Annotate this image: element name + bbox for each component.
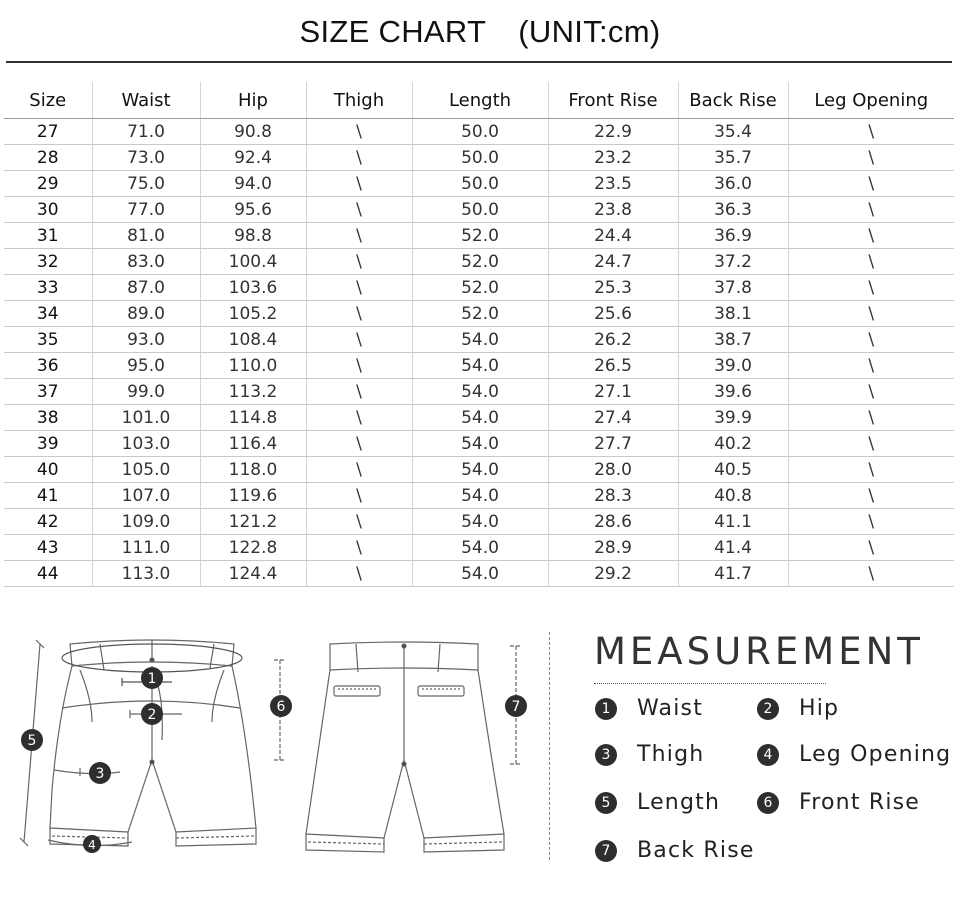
table-row [4, 457, 954, 483]
column-header: Thigh [306, 82, 412, 119]
table-cell: 26.5 [548, 353, 678, 379]
column-header: Hip [200, 82, 306, 119]
column-header: Size [4, 82, 92, 119]
size-cell: 34 [4, 301, 92, 327]
size-cell: 27 [4, 119, 92, 145]
table-cell: \ [788, 171, 954, 197]
table-row [4, 353, 954, 379]
table-cell: 25.6 [548, 301, 678, 327]
marker-1 [141, 667, 163, 689]
table-cell: 110.0 [200, 353, 306, 379]
title-unit: (UNIT:cm) [518, 14, 661, 49]
table-cell: 54.0 [412, 561, 548, 587]
table-cell: 36.0 [678, 171, 788, 197]
table-cell: 73.0 [92, 145, 200, 171]
legend-item-front-rise [757, 790, 920, 815]
table-cell: \ [788, 119, 954, 145]
table-cell: 89.0 [92, 301, 200, 327]
table-row [4, 197, 954, 223]
table-row [4, 119, 954, 145]
table-cell: 95.0 [92, 353, 200, 379]
table-cell: 40.2 [678, 431, 788, 457]
column-header: Back Rise [678, 82, 788, 119]
table-cell: 109.0 [92, 509, 200, 535]
table-cell: \ [306, 353, 412, 379]
table-cell: \ [306, 223, 412, 249]
table-body [4, 119, 954, 587]
table-cell: 50.0 [412, 197, 548, 223]
table-cell: 119.6 [200, 483, 306, 509]
table-cell: 83.0 [92, 249, 200, 275]
table-cell: 27.7 [548, 431, 678, 457]
table-cell: 27.1 [548, 379, 678, 405]
table-cell: 40.5 [678, 457, 788, 483]
page-title [0, 14, 960, 50]
table-cell: 29.2 [548, 561, 678, 587]
legend-number-badge: 6 [757, 792, 779, 814]
table-cell: 116.4 [200, 431, 306, 457]
legend-label: Back Rise [637, 838, 755, 863]
table-cell: 77.0 [92, 197, 200, 223]
table-cell: 40.8 [678, 483, 788, 509]
table-cell: \ [306, 145, 412, 171]
table-cell: \ [788, 561, 954, 587]
table-cell: 113.0 [92, 561, 200, 587]
table-cell: 35.7 [678, 145, 788, 171]
size-cell: 30 [4, 197, 92, 223]
table-cell: 54.0 [412, 457, 548, 483]
table-cell: 54.0 [412, 405, 548, 431]
size-cell: 39 [4, 431, 92, 457]
measurement-rule [594, 683, 826, 684]
table-cell: 81.0 [92, 223, 200, 249]
table-row [4, 327, 954, 353]
table-cell: 107.0 [92, 483, 200, 509]
section-divider [549, 632, 550, 860]
table-cell: 54.0 [412, 353, 548, 379]
svg-text:5: 5 [27, 733, 37, 749]
table-cell: 35.4 [678, 119, 788, 145]
size-cell: 36 [4, 353, 92, 379]
size-cell: 41 [4, 483, 92, 509]
table-cell: 36.9 [678, 223, 788, 249]
table-cell: \ [306, 535, 412, 561]
size-cell: 32 [4, 249, 92, 275]
table-cell: \ [788, 509, 954, 535]
marker-4 [83, 835, 101, 853]
table-cell: 108.4 [200, 327, 306, 353]
size-table [4, 82, 954, 587]
legend-label: Length [637, 790, 721, 815]
table-row [4, 223, 954, 249]
size-cell: 42 [4, 509, 92, 535]
table-cell: \ [788, 249, 954, 275]
table-cell: 121.2 [200, 509, 306, 535]
table-cell: 90.8 [200, 119, 306, 145]
column-header: Leg Opening [788, 82, 954, 119]
svg-text:3: 3 [95, 766, 105, 782]
marker-3 [89, 762, 111, 784]
svg-text:7: 7 [511, 699, 521, 715]
title-divider [6, 61, 952, 63]
table-cell: 27.4 [548, 405, 678, 431]
table-cell: \ [788, 379, 954, 405]
table-cell: 22.9 [548, 119, 678, 145]
table-cell: 105.2 [200, 301, 306, 327]
table-cell: \ [306, 431, 412, 457]
legend-number-badge: 4 [757, 744, 779, 766]
legend-item-length [595, 790, 720, 815]
table-row [4, 301, 954, 327]
legend-item-leg-opening [757, 742, 951, 767]
legend-number-badge: 1 [595, 698, 617, 720]
table-cell: 24.4 [548, 223, 678, 249]
legend-label: Waist [637, 696, 704, 721]
table-cell: \ [306, 301, 412, 327]
table-row [4, 249, 954, 275]
table-cell: 111.0 [92, 535, 200, 561]
table-cell: 38.7 [678, 327, 788, 353]
table-row [4, 379, 954, 405]
legend-number-badge: 2 [757, 698, 779, 720]
legend-item-waist [595, 696, 703, 721]
table-cell: \ [788, 431, 954, 457]
table-cell: 103.0 [92, 431, 200, 457]
legend-label: Thigh [637, 742, 705, 767]
table-header-row [4, 82, 954, 119]
marker-7 [505, 695, 527, 717]
size-cell: 28 [4, 145, 92, 171]
table-cell: 75.0 [92, 171, 200, 197]
table-cell: 28.9 [548, 535, 678, 561]
size-cell: 31 [4, 223, 92, 249]
shorts-diagram [0, 610, 548, 860]
table-cell: \ [788, 405, 954, 431]
table-cell: \ [788, 483, 954, 509]
size-cell: 37 [4, 379, 92, 405]
table-cell: 54.0 [412, 483, 548, 509]
svg-text:6: 6 [276, 699, 286, 715]
size-cell: 40 [4, 457, 92, 483]
table-cell: 100.4 [200, 249, 306, 275]
back-view-shorts [306, 642, 504, 852]
table-row [4, 171, 954, 197]
measurement-title: MEASUREMENT [594, 630, 924, 673]
table-cell: 103.6 [200, 275, 306, 301]
table-cell: 95.6 [200, 197, 306, 223]
table-cell: 105.0 [92, 457, 200, 483]
table-cell: 98.8 [200, 223, 306, 249]
table-cell: \ [306, 197, 412, 223]
table-cell: 23.2 [548, 145, 678, 171]
table-cell: \ [306, 561, 412, 587]
table-cell: 94.0 [200, 171, 306, 197]
table-cell: 25.3 [548, 275, 678, 301]
legend-label: Leg Opening [799, 742, 952, 767]
table-cell: 52.0 [412, 275, 548, 301]
table-cell: \ [788, 353, 954, 379]
table-cell: 122.8 [200, 535, 306, 561]
table-cell: \ [788, 275, 954, 301]
table-cell: \ [788, 301, 954, 327]
svg-text:1: 1 [147, 671, 157, 687]
table-cell: \ [306, 509, 412, 535]
size-cell: 35 [4, 327, 92, 353]
table-row [4, 561, 954, 587]
table-cell: 38.1 [678, 301, 788, 327]
size-cell: 38 [4, 405, 92, 431]
table-cell: 92.4 [200, 145, 306, 171]
table-cell: \ [306, 249, 412, 275]
table-row [4, 145, 954, 171]
table-cell: 28.0 [548, 457, 678, 483]
table-cell: 52.0 [412, 249, 548, 275]
table-cell: 24.7 [548, 249, 678, 275]
table-cell: 28.3 [548, 483, 678, 509]
table-cell: 28.6 [548, 509, 678, 535]
legend-number-badge: 3 [595, 744, 617, 766]
table-cell: 99.0 [92, 379, 200, 405]
table-cell: 39.9 [678, 405, 788, 431]
table-cell: \ [788, 145, 954, 171]
table-cell: 50.0 [412, 171, 548, 197]
column-header: Front Rise [548, 82, 678, 119]
column-header: Waist [92, 82, 200, 119]
table-cell: \ [306, 119, 412, 145]
table-cell: 36.3 [678, 197, 788, 223]
table-cell: 54.0 [412, 431, 548, 457]
legend-item-hip [757, 696, 839, 721]
table-cell: \ [788, 197, 954, 223]
size-cell: 29 [4, 171, 92, 197]
size-cell: 33 [4, 275, 92, 301]
svg-text:4: 4 [88, 838, 96, 852]
table-cell: 71.0 [92, 119, 200, 145]
table-cell: 113.2 [200, 379, 306, 405]
table-cell: 54.0 [412, 327, 548, 353]
table-cell: 87.0 [92, 275, 200, 301]
legend-number-badge: 5 [595, 792, 617, 814]
table-cell: \ [306, 379, 412, 405]
table-cell: 54.0 [412, 379, 548, 405]
table-cell: 37.2 [678, 249, 788, 275]
table-cell: 50.0 [412, 119, 548, 145]
table-cell: \ [306, 457, 412, 483]
table-cell: \ [306, 405, 412, 431]
table-row [4, 483, 954, 509]
table-cell: 118.0 [200, 457, 306, 483]
table-cell: 114.8 [200, 405, 306, 431]
marker-2 [141, 703, 163, 725]
legend-label: Hip [799, 696, 840, 721]
legend-label: Front Rise [799, 790, 921, 815]
table-cell: 101.0 [92, 405, 200, 431]
marker-6 [270, 695, 292, 717]
table-row [4, 535, 954, 561]
table-cell: 124.4 [200, 561, 306, 587]
table-cell: \ [788, 535, 954, 561]
svg-text:2: 2 [147, 707, 157, 723]
table-cell: \ [306, 327, 412, 353]
table-cell: \ [788, 457, 954, 483]
size-cell: 43 [4, 535, 92, 561]
table-cell: \ [306, 483, 412, 509]
column-header: Length [412, 82, 548, 119]
table-cell: 39.6 [678, 379, 788, 405]
table-cell: \ [306, 275, 412, 301]
table-cell: \ [306, 171, 412, 197]
table-cell: 41.4 [678, 535, 788, 561]
table-row [4, 509, 954, 535]
legend-item-back-rise [595, 838, 755, 863]
table-cell: 41.7 [678, 561, 788, 587]
table-cell: 23.5 [548, 171, 678, 197]
table-cell: 52.0 [412, 223, 548, 249]
table-cell: 54.0 [412, 509, 548, 535]
table-cell: 26.2 [548, 327, 678, 353]
table-cell: 39.0 [678, 353, 788, 379]
size-cell: 44 [4, 561, 92, 587]
table-cell: \ [788, 223, 954, 249]
table-cell: 41.1 [678, 509, 788, 535]
table-cell: 93.0 [92, 327, 200, 353]
legend-number-badge: 7 [595, 840, 617, 862]
table-row [4, 405, 954, 431]
legend-item-thigh [595, 742, 704, 767]
title-text: SIZE CHART [299, 14, 487, 49]
table-cell: 50.0 [412, 145, 548, 171]
table-cell: \ [788, 327, 954, 353]
table-row [4, 275, 954, 301]
marker-5 [21, 729, 43, 751]
table-row [4, 431, 954, 457]
table-cell: 52.0 [412, 301, 548, 327]
table-cell: 54.0 [412, 535, 548, 561]
table-cell: 37.8 [678, 275, 788, 301]
table-cell: 23.8 [548, 197, 678, 223]
